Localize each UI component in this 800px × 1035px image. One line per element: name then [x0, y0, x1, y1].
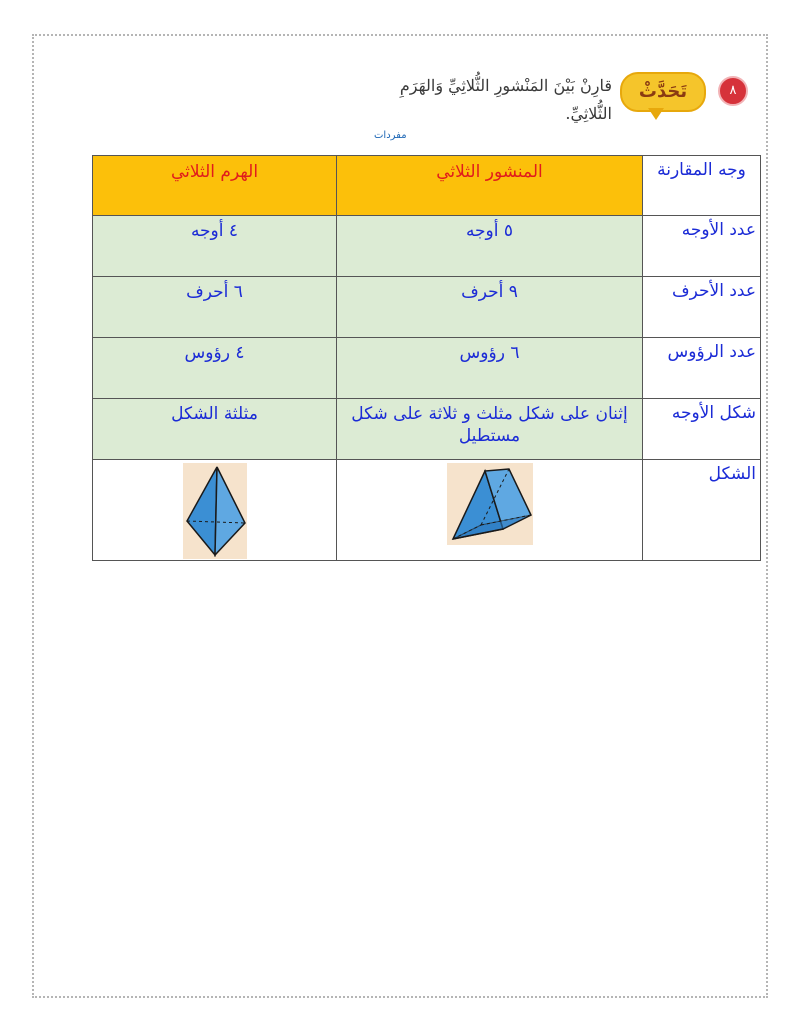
- prism-faces-value: ٥ أوجه: [337, 216, 643, 277]
- pyramid-figure-cell: [93, 460, 337, 561]
- table-row-shape: [93, 460, 761, 561]
- triangular-pyramid-icon: [183, 463, 247, 559]
- vocabulary-label: مفردات: [374, 130, 407, 141]
- talk-speech-bubble: تَحَدَّثْ: [620, 72, 706, 112]
- comparison-table: [92, 155, 761, 561]
- prism-edges-value: ٩ أحرف: [337, 277, 643, 338]
- prism-vertices-value: ٦ رؤوس: [337, 338, 643, 399]
- exercise-number-badge: ٨: [718, 76, 748, 106]
- pyramid-vertices-value: ٤ رؤوس: [93, 338, 337, 399]
- prism-figure-cell: [337, 460, 643, 561]
- row-label-shape: الشكل: [643, 460, 761, 561]
- triangular-prism-icon: [447, 463, 533, 545]
- row-label-faces: عدد الأوجه: [643, 216, 761, 277]
- table-row: [93, 216, 761, 277]
- row-label-vertices: عدد الرؤوس: [643, 338, 761, 399]
- row-label-face-shape: شكل الأوجه: [643, 399, 761, 460]
- header-triangular-prism: المنشور الثلاثي: [337, 156, 643, 216]
- prism-face-shape-value: إثنان على شكل مثلث و ثلاثة على شكل مستطيل: [337, 399, 643, 460]
- pyramid-faces-value: ٤ أوجه: [93, 216, 337, 277]
- table-header-row: [93, 156, 761, 216]
- exercise-header: [370, 70, 760, 140]
- pyramid-edges-value: ٦ أحرف: [93, 277, 337, 338]
- table-row: [93, 338, 761, 399]
- table-row: [93, 399, 761, 460]
- table-row: [93, 277, 761, 338]
- header-triangular-pyramid: الهرم الثلاثي: [93, 156, 337, 216]
- row-label-edges: عدد الأحرف: [643, 277, 761, 338]
- header-comparison-aspect: وجه المقارنة: [643, 156, 761, 216]
- pyramid-face-shape-value: مثلثة الشكل: [93, 399, 337, 460]
- exercise-prompt: قارِنْ بَيْنَ المَنْشورِ الثُّلاثِيِّ وَالهَرَمِ الثُّلاثِيِّ.: [399, 76, 612, 123]
